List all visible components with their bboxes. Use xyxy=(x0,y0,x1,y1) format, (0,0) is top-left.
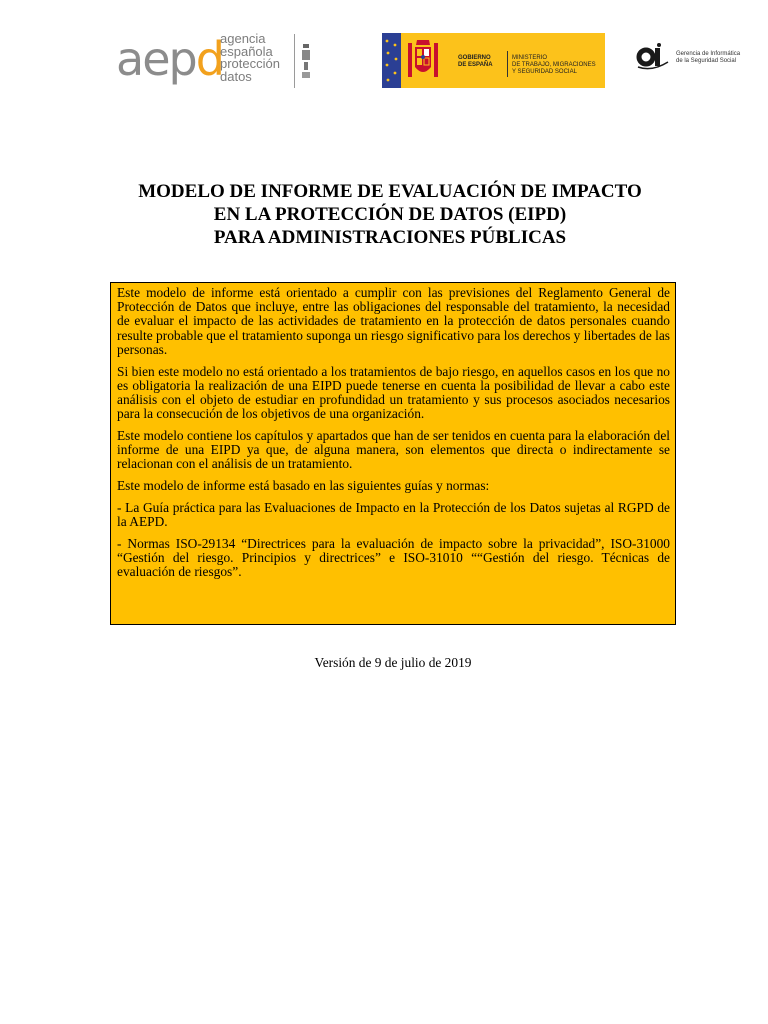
gobierno-label: GOBIERNO DE ESPAÑA xyxy=(458,55,493,68)
document-title xyxy=(0,180,768,249)
intro-paragraph: Si bien este modelo no está orientado a los tratamientos de bajo riesgo, en aquellos casos en los que no es obligatoria la realización de una EIPD puede tenerse en cuenta la posibilidad de llevar a cabo este análisis con el objeto de estudiar en profundidad un tratamiento y sus procesos asociados necesarios para la consecución de los objetivos de una organización. xyxy=(117,363,670,422)
intro-paragraph: Este modelo de informe está orientado a cumplir con las previsiones del Reglamento General de Protección de Datos que incluye, entre las obligaciones del responsable del tratamiento, la necesidad de evaluar el impacto de las actividades de tratamiento en la protección de datos personales cuando resulte probable que el tratamiento suponga un riesgo significativo para los derechos y libertades de las personas. xyxy=(117,285,670,357)
version-label: Versión de 9 de julio de 2019 xyxy=(314,655,472,670)
aepd-logo xyxy=(116,32,316,90)
aepd-tagline: agencia española protección datos xyxy=(220,31,280,84)
title-line: MODELO DE INFORME DE EVALUACIÓN DE IMPACTO xyxy=(138,181,642,202)
crown-seal-icon xyxy=(300,42,312,82)
gisi-emblem-icon xyxy=(636,42,672,72)
intro-paragraph: - La Guía práctica para las Evaluaciones de Impacto en la Protección de los Datos sujetas al RGPD de la AEPD. xyxy=(117,499,670,529)
intro-paragraph: Este modelo de informe está basado en las siguientes guías y normas: xyxy=(117,477,490,493)
gobierno-espana-logo xyxy=(382,33,605,88)
gobierno-divider xyxy=(507,51,508,77)
intro-paragraph: - Normas ISO-29134 “Directrices para la evaluación de impacto sobre la privacidad”, ISO-31000 “Gestión del riesgo. Principios y directrices” e ISO-31010 ““Gestión del riesgo. Técnicas de evaluación de riesgos”. xyxy=(117,535,670,579)
intro-box xyxy=(110,282,676,625)
eu-flag-icon xyxy=(382,33,401,88)
gisi-logo xyxy=(636,42,758,72)
gisi-label: Gerencia de Informática de la Seguridad Social xyxy=(676,51,741,64)
title-line: EN LA PROTECCIÓN DE DATOS (EIPD) xyxy=(213,204,567,225)
aepd-divider xyxy=(294,34,295,88)
title-line: PARA ADMINISTRACIONES PÚBLICAS xyxy=(213,227,567,248)
intro-paragraph: Este modelo contiene los capítulos y apartados que han de ser tenidos en cuenta para la elaboración del informe de una EIPD ya que, de alguna manera, son elementos que directa o indirectamente se relacionan con el análisis de un tratamiento. xyxy=(117,427,670,472)
aepd-wordmark: aepd xyxy=(116,32,223,86)
ministerio-label: MINISTERIO DE TRABAJO, MIGRACIONES Y SEGURIDAD SOCIAL xyxy=(512,55,596,75)
coat-of-arms-icon xyxy=(408,37,438,83)
